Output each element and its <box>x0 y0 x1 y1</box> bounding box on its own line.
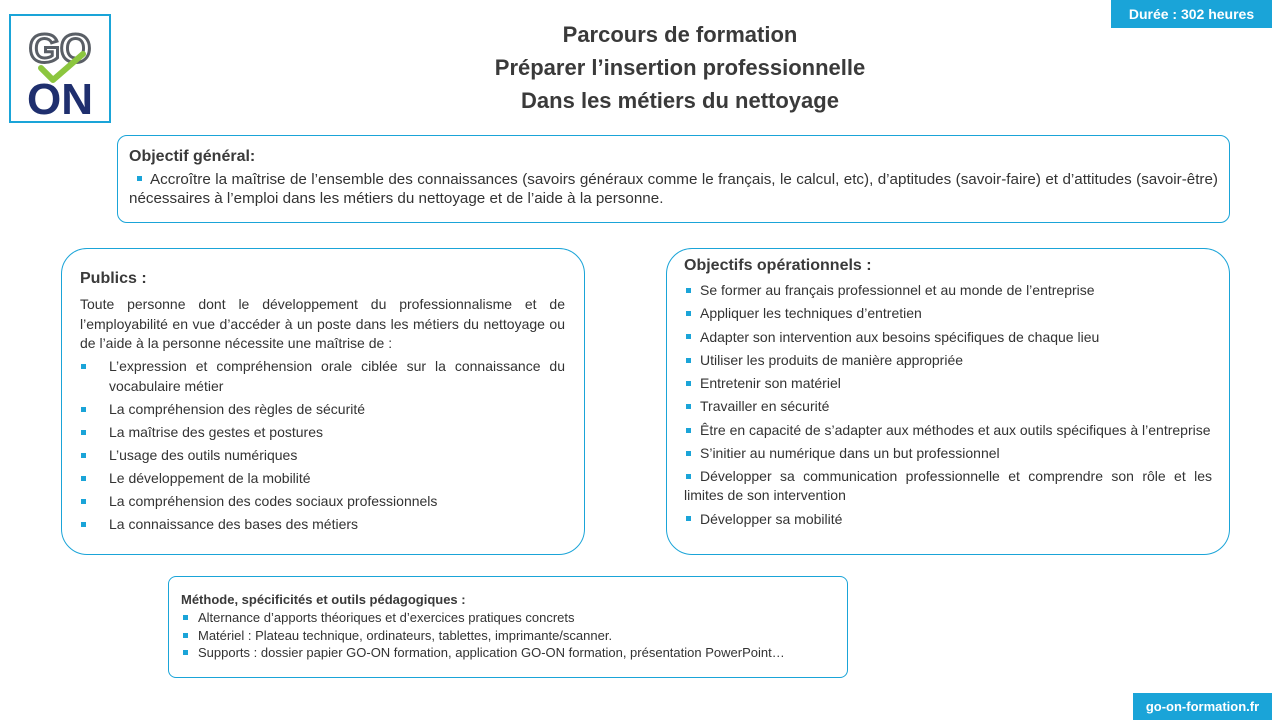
bullet-icon <box>183 650 188 655</box>
logo-text-bottom: ON <box>27 75 93 121</box>
page-title <box>380 18 980 117</box>
objectif-general-heading: Objectif général: <box>129 148 256 165</box>
bullet-icon <box>686 516 691 521</box>
publics-list <box>80 357 565 534</box>
bullet-icon <box>686 428 691 433</box>
title-line-1: Parcours de formation <box>562 22 798 47</box>
publics-box <box>61 248 585 555</box>
list-item: La compréhension des codes sociaux professionnels <box>80 492 565 512</box>
bullet-icon <box>81 364 86 369</box>
list-item: L’usage des outils numériques <box>80 446 565 466</box>
title-line-3: Dans les métiers du nettoyage <box>521 88 839 113</box>
list-item: La connaissance des bases des métiers <box>80 515 565 535</box>
list-item: Être en capacité de s’adapter aux méthodes et aux outils spécifiques à l’entreprise <box>684 421 1212 440</box>
title-line-2: Préparer l’insertion professionnelle <box>494 55 866 80</box>
objectifs-operationnels-box <box>666 248 1230 555</box>
go-on-logo <box>9 14 111 123</box>
publics-heading: Publics : <box>80 270 147 287</box>
list-item: L’expression et compréhension orale ciblée sur la connaissance du vocabulaire métier <box>80 357 565 396</box>
list-item: Entretenir son matériel <box>684 374 1212 393</box>
bullet-icon <box>81 499 86 504</box>
bullet-icon <box>81 430 86 435</box>
list-item: La maîtrise des gestes et postures <box>80 423 565 443</box>
website-link[interactable]: go-on-formation.fr <box>1133 693 1272 720</box>
bullet-icon <box>81 522 86 527</box>
bullet-icon <box>137 176 142 181</box>
bullet-icon <box>81 476 86 481</box>
objectif-general-box <box>117 135 1230 223</box>
list-item: Travailler en sécurité <box>684 397 1212 416</box>
list-item: Adapter son intervention aux besoins spécifiques de chaque lieu <box>684 328 1212 347</box>
list-item: S’initier au numérique dans un but professionnel <box>684 444 1212 463</box>
objectif-general-text: Accroître la maîtrise de l’ensemble des connaissances (savoirs généraux comme le français, le calcul, etc), d’aptitudes (savoir-faire) et d’attitudes (savoir-être) nécessaires à l’emploi dans les métiers du nettoyage et de l’aide à la personne. <box>129 171 1218 207</box>
bullet-icon <box>183 633 188 638</box>
bullet-icon <box>183 615 188 620</box>
methode-box <box>168 576 848 678</box>
bullet-icon <box>686 288 691 293</box>
list-item: Alternance d’apports théoriques et d’exercices pratiques concrets <box>181 609 835 627</box>
list-item: Développer sa communication professionnelle et comprendre son rôle et les limites de son intervention <box>684 468 1212 504</box>
bullet-icon <box>686 358 691 363</box>
methode-list <box>181 609 835 662</box>
objectifs-operationnels-heading: Objectifs opérationnels : <box>684 257 872 274</box>
bullet-icon <box>686 451 691 456</box>
bullet-icon <box>686 474 691 479</box>
objectifs-operationnels-list <box>684 281 1212 529</box>
list-item: Supports : dossier papier GO-ON formation, application GO-ON formation, présentation PowerPoint… <box>181 644 835 662</box>
bullet-icon <box>81 453 86 458</box>
bullet-icon <box>81 407 86 412</box>
go-on-logo-icon <box>11 16 109 121</box>
bullet-icon <box>686 381 691 386</box>
list-item: Développer sa mobilité <box>684 510 1212 529</box>
list-item: Le développement de la mobilité <box>80 469 565 489</box>
bullet-icon <box>686 311 691 316</box>
list-item: Matériel : Plateau technique, ordinateurs, tablettes, imprimante/scanner. <box>181 627 835 645</box>
bullet-icon <box>686 404 691 409</box>
publics-intro: Toute personne dont le développement du professionnalisme et de l’employabilité en vue d’accéder à un poste dans les métiers du nettoyage ou de l’aide à la personne nécessite une maîtrise de : <box>80 296 565 351</box>
list-item: Se former au français professionnel et au monde de l’entreprise <box>684 281 1212 300</box>
list-item: Utiliser les produits de manière appropriée <box>684 351 1212 370</box>
duration-badge: Durée : 302 heures <box>1111 0 1272 28</box>
logo-text-top: GO <box>28 27 92 71</box>
list-item: Appliquer les techniques d’entretien <box>684 304 1212 323</box>
list-item: La compréhension des règles de sécurité <box>80 400 565 420</box>
methode-heading: Méthode, spécificités et outils pédagogiques : <box>181 592 466 607</box>
bullet-icon <box>686 334 691 339</box>
